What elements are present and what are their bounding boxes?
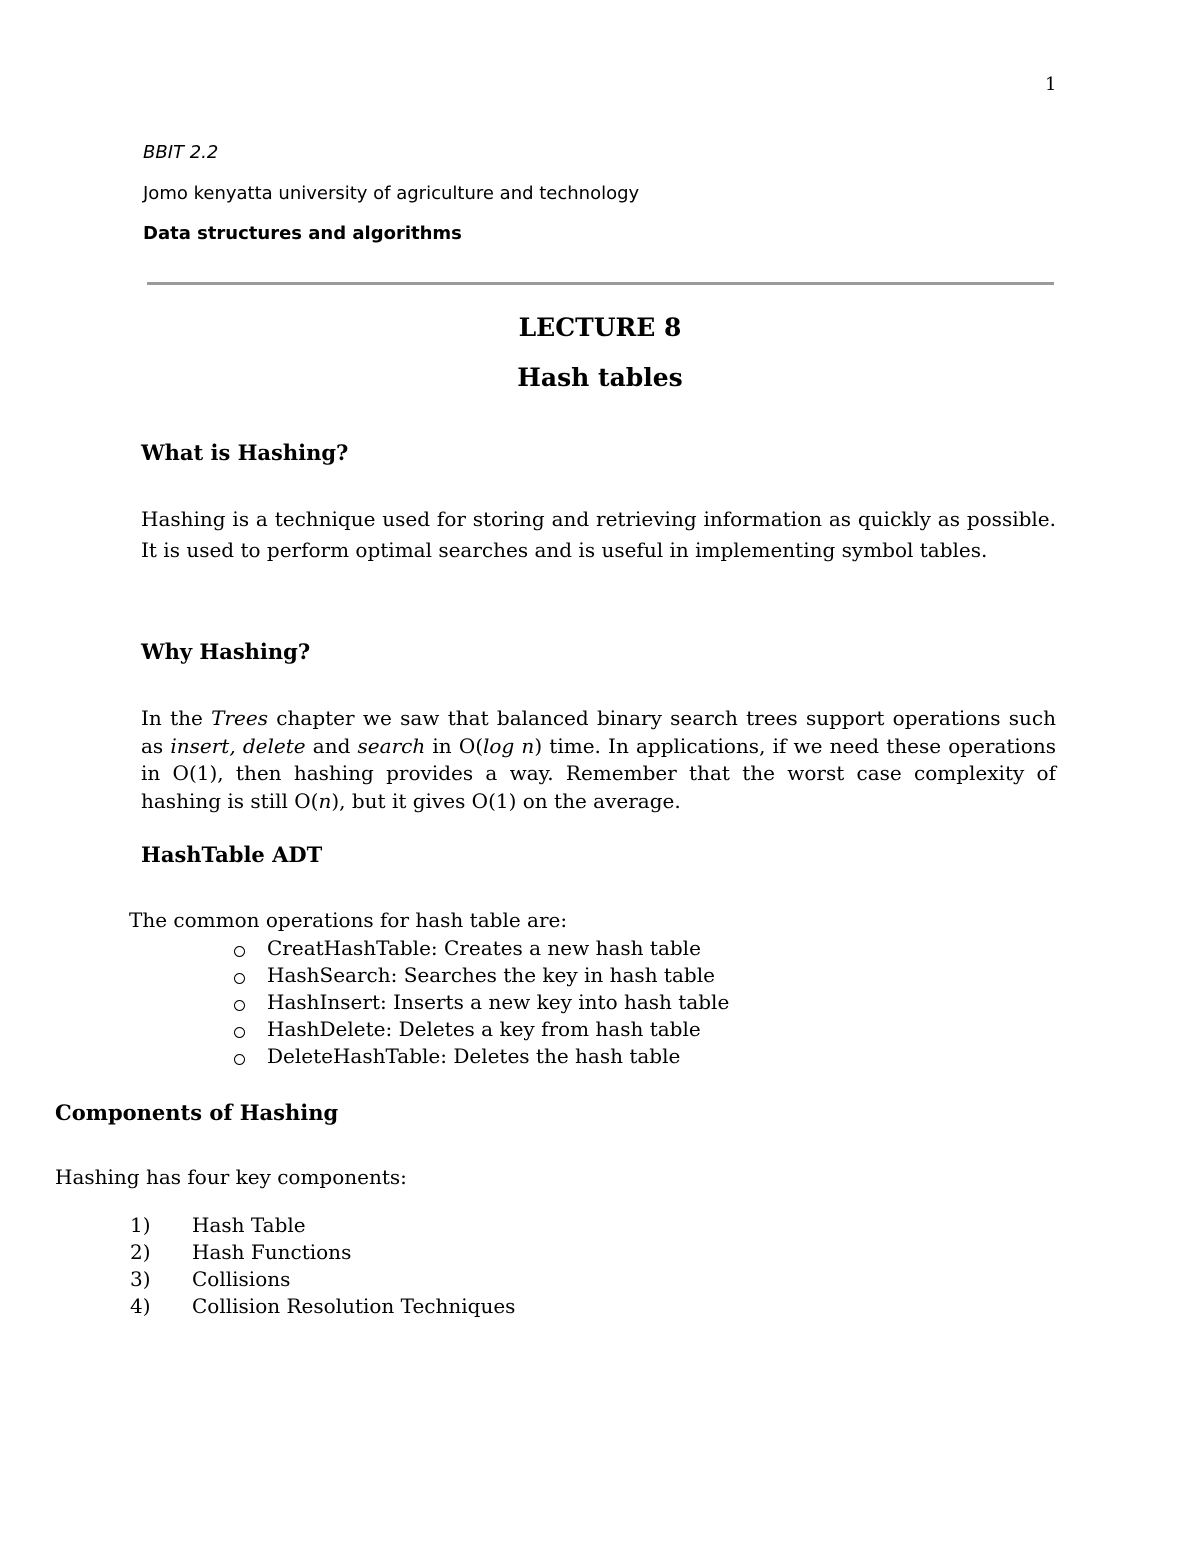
list-number: 4) xyxy=(130,1294,151,1318)
list-text: Hash Functions xyxy=(192,1240,352,1264)
list-number: 2) xyxy=(130,1240,151,1264)
adt-intro: The common operations for hash table are: xyxy=(129,908,568,932)
heading-why-hashing: Why Hashing? xyxy=(141,639,311,664)
list-item xyxy=(130,1266,515,1293)
text-run: chapter we saw that balanced binary search trees support operations such as xyxy=(141,706,1057,758)
list-item: HashInsert: Inserts a new key into hash table xyxy=(232,989,729,1016)
lecture-title: LECTURE 8 xyxy=(518,313,682,342)
course-code: BBIT 2.2 xyxy=(143,142,219,163)
text-run-italic: search xyxy=(357,733,426,758)
list-item xyxy=(130,1293,515,1320)
university-name: Jomo kenyatta university of agriculture and technology xyxy=(143,183,640,204)
list-item: HashSearch: Searches the key in hash table xyxy=(232,962,729,989)
list-text: Hash Table xyxy=(192,1213,306,1237)
list-item xyxy=(130,1212,515,1239)
lecture-topic: Hash tables xyxy=(517,363,683,392)
list-item: DeleteHashTable: Deletes the hash table xyxy=(232,1043,729,1070)
adt-operations-list xyxy=(232,935,729,1070)
paragraph-why-hashing xyxy=(141,705,1056,815)
list-item: CreatHashTable: Creates a new hash table xyxy=(232,935,729,962)
text-run: and xyxy=(305,733,358,758)
text-run: ) time. In applications, if we need these operations in O(1), then hashing provides a way. Remember that the worst case complexity of hashing is still O( xyxy=(141,733,1056,813)
header-divider xyxy=(147,282,1054,285)
paragraph-what-is-hashing: Hashing is a technique used for storing and retrieving information as quickly as possible. It is used to perform optimal searches and is useful in implementing symbol tables. xyxy=(141,507,1056,562)
text-run: ), but it gives O(1) on the average. xyxy=(331,788,681,813)
components-intro: Hashing has four key components: xyxy=(55,1165,407,1189)
list-item: HashDelete: Deletes a key from hash table xyxy=(232,1016,729,1043)
text-run-italic: n xyxy=(318,788,332,813)
heading-components-of-hashing: Components of Hashing xyxy=(55,1100,339,1125)
text-run-italic: Trees xyxy=(211,706,268,730)
course-title: Data structures and algorithms xyxy=(143,223,462,244)
list-item xyxy=(130,1239,515,1266)
page-number: 1 xyxy=(1045,74,1057,95)
text-run-italic: insert, delete xyxy=(170,733,306,758)
text-run: in O( xyxy=(425,733,484,758)
components-list xyxy=(130,1212,515,1320)
list-text: Collision Resolution Techniques xyxy=(192,1294,516,1318)
text-run: In the xyxy=(141,706,212,730)
list-number: 3) xyxy=(130,1267,151,1291)
heading-what-is-hashing: What is Hashing? xyxy=(141,440,349,465)
list-number: 1) xyxy=(130,1213,151,1237)
list-text: Collisions xyxy=(192,1267,291,1291)
heading-hashtable-adt: HashTable ADT xyxy=(141,842,323,867)
text-run-italic: log n xyxy=(483,733,535,758)
